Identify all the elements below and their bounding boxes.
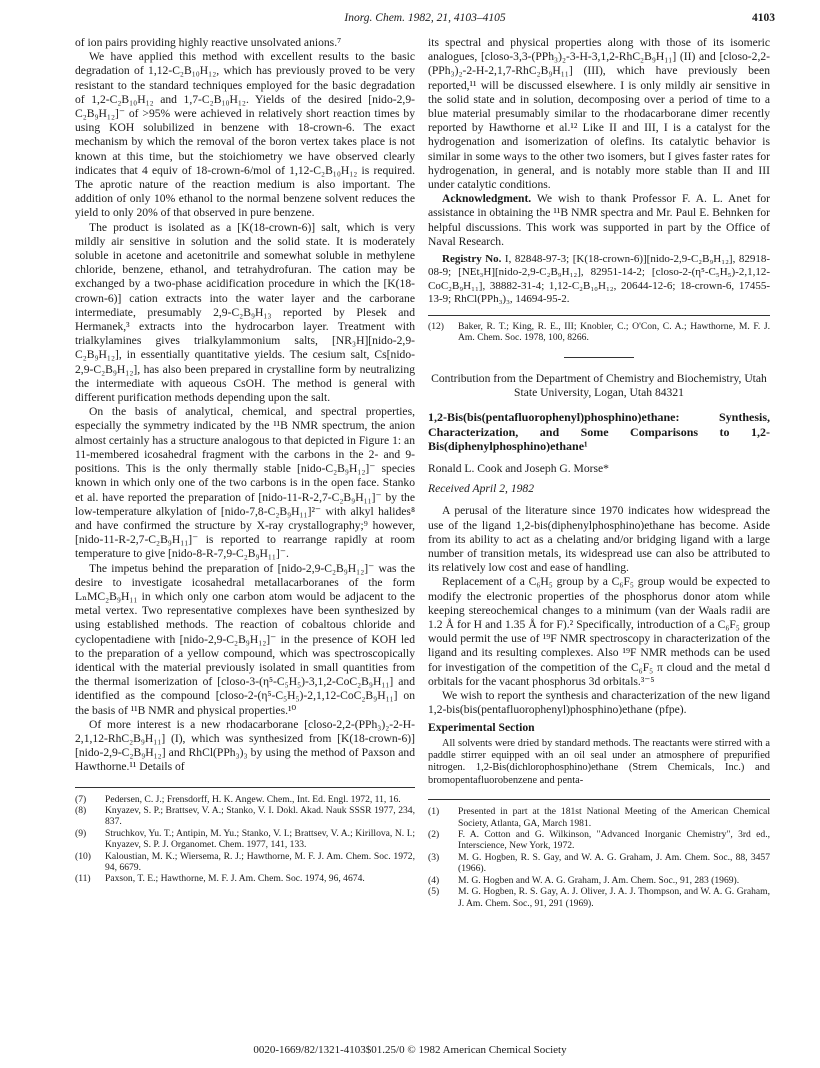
footnote: (4) M. G. Hogben and W. A. G. Graham, J. Am. Chem. Soc., 91, 283 (1969). <box>428 874 740 886</box>
article-separator <box>564 357 634 358</box>
article-title: 1,2-Bis(bis(pentafluorophenyl)phosphino)ethane: Synthesis, Characterization, and Some Comparisons to 1,2-Bis(diphenylphosphino)ethane¹ <box>428 410 770 454</box>
paragraph: We wish to report the synthesis and characterization of the new ligand 1,2-bis(bis(pentafluorophenyl)phosphino)ethane (pfpe). <box>428 689 770 717</box>
paragraph: All solvents were dried by standard methods. The reactants were stirred with a paddle stirrer equipped with an oil seal under an atmosphere of prepurified nitrogen. 1,2-Bis(dichlorophosphino)ethane (Strem Chemicals, Inc.) and bromopentafluorobenzene and penta- <box>428 737 770 786</box>
contribution-affiliation: Contribution from the Department of Chemistry and Biochemistry, Utah State University, Logan, Utah 84321 <box>431 372 767 400</box>
footnote: (10) Kaloustian, M. K.; Wiersema, R. J.; Hawthorne, M. F. J. Am. Chem. Soc. 1972, 94, 6679. <box>75 850 415 873</box>
footnotes-right-top <box>428 321 770 344</box>
page-number: 4103 <box>752 12 775 24</box>
footnote: (12) Baker, R. T.; King, R. E., III; Knobler, C.; O'Con, C. A.; Hawthorne, M. F. J. Am. Chem. Soc. 1978, 100, 8266. <box>428 320 770 344</box>
footnote: (8) Knyazev, S. P.; Brattsev, V. A.; Stanko, V. I. Dokl. Akad. Nauk SSSR 1977, 234, 837. <box>75 804 415 828</box>
footnotes-left <box>75 794 415 885</box>
running-head <box>75 12 775 28</box>
paragraph: Replacement of a C₆H₅ group by a C₆F₅ group would be expected to modify the electronic properties of the phosphorus donor atom while keeping stereochemical changes to a minimum (van der Waals radii are 1.2 Å for H and 1.35 Å for F).² Specifically, introduction of a C₆F₅ group would permit the use of ¹⁹F NMR spectroscopy in characterization of the ligand and its resulting complexes. Also ¹⁹F NMR methods can be used for investigation of the competition of the C₆F₅ π cloud and the metal d orbitals for the vacant phosphorus 3d orbitals.³⁻⁵ <box>428 575 770 688</box>
paragraph: its spectral and physical properties along with those of its isomeric analogues, [closo-3,3-(PPh₃)₂-3-H-3,1,2-RhC₂B₉H₁₁] (II) and [closo-2,2-(PPh₃)₂-2-H-2,1,7-RhC₂B₉H₁₁] (III), which have previously been reported,¹¹ will be discussed elsewhere. I is only mildly air sensitive in the solid state and in solution, decomposing over a period of time to a blue material presumably similar to the rhodacarborane dimer recently reported by Hawthorne et al.¹² Like II and III, I is a catalyst for the hydrogenation and isomerization of olefins. Its catalytic behavior is similar in some ways to the other two isomers, but I gives faster rates for hydrogenation, in general, and is notably more stable than II and III under catalytic conditions. <box>428 36 770 192</box>
left-column <box>75 36 415 984</box>
received-date: Received April 2, 1982 <box>428 482 535 496</box>
footnote: (9) Struchkov, Yu. T.; Antipin, M. Yu.; Stanko, V. I.; Brattsev, V. A.; Kirillova, N. I.; Knyazev, S. P. J. Organomet. Chem. 1977, 141, 133. <box>75 827 415 851</box>
section-heading: Experimental Section <box>428 721 535 735</box>
paragraph: Of more interest is a new rhodacarborane [closo-2,2-(PPh₃)₂-2-H-2,1,12-RhC₂B₉H₁₁] (I), which was synthesized from [K(18-crown-6)][nido-2,9-C₂B₉H₁₂] and RhCl(PPh₃)₃ by using the method of Paxson and Hawthorne.¹¹ Details of <box>75 717 415 774</box>
paragraph: A perusal of the literature since 1970 indicates how widespread the use of the ligand 1,2-bis(diphenylphosphino)ethane has become. Aside from its ability to act as a chelating and/or bridging ligand with a large number of transition metals, its widespread use can also be attributed to its relatively low cost and ease of handling. <box>428 504 770 575</box>
registry-heading: Registry No. <box>442 253 502 266</box>
footnote-divider <box>428 799 770 800</box>
footnote-divider <box>428 315 770 316</box>
paragraph: of ion pairs providing highly reactive unsolvated anions.⁷ <box>75 36 342 49</box>
footnotes-right <box>428 806 770 909</box>
footnote: (7) Pedersen, C. J.; Frensdorff, H. K. Angew. Chem., Int. Ed. Engl. 1972, 11, 16. <box>75 793 401 805</box>
right-column <box>428 36 770 984</box>
page-footer: 0020-1669/82/1321-4103$01.25/0 © 1982 American Chemical Society <box>253 1044 567 1056</box>
footnote: (3) M. G. Hogben, R. S. Gay, and W. A. G. Graham, J. Am. Chem. Soc., 88, 3457 (1966). <box>428 851 770 875</box>
paragraph: The impetus behind the preparation of [nido-2,9-C₂B₉H₁₂]⁻ was the desire to investigate icosahedral metallacarboranes of the form LₙMC₂B₉H₁₁ in which only one carbon atom would be adjacent to the metal vertex. Two representative complexes have been synthesized by using established methods. The reaction of cobaltous chloride and cyclopentadiene with [nido-2,9-C₂B₉H₁₂]⁻ in the presence of KOH led to the preparation of a yellow compound, which was spectroscopically identical with the material previously isolated in small quantities from the thermal isomerization of [closo-3-(η⁵-C₅H₅)-3,1,2-CoC₂B₉H₁₁] and identified as the compound [closo-2-(η⁵-C₅H₅)-2,1,12-CoC₂B₉H₁₁] on the basis of ¹¹B NMR and physical properties.¹⁰ <box>75 561 415 717</box>
paragraph: We have applied this method with excellent results to the basic degradation of 1,12-C₂B₁₀H₁₂, which has previously proved to be very resistant to the standard techniques employed for the basic degradation of 1,2-C₂B₁₀H₁₂ and 1,7-C₂B₁₀H₁₂. Yields of the desired [nido-2,9-C₂B₉H₁₂]⁻ of >95% were achieved in relatively short reaction times by using KOH solubilized in benzene with 18-crown-6. The exact mechanism by which the removal of the boron vertex takes place is not known at this time, but the stoichiometry we have observed clearly indicates that 4 equiv of 18-crown-6/mol of 1,12-C₂B₁₀H₁₂ is required. The aprotic nature of the reaction medium is also important. The addition of only 10% ethanol to the normal benzene solvent reduces the yield to only 20% of that observed in pure benzene. <box>75 50 415 220</box>
acknowledgment-heading: Acknowledgment. <box>442 192 532 206</box>
journal-citation: Inorg. Chem. 1982, 21, 4103–4105 <box>344 12 506 24</box>
acknowledgment: Acknowledgment. We wish to thank Professor F. A. L. Anet for assistance in obtaining the ¹¹B NMR spectra and Mr. Paul E. Behnken for helpful discussions. This work was supported in part by the Office of Naval Research. <box>428 192 770 248</box>
registry-numbers: Registry No. I, 82848-97-3; [K(18-crown-6)][nido-2,9-C₂B₉H₁₂], 82918-08-9; [NEt₃H][nido-2,9-C₂B₉H₁₂], 82951-14-2; [closo-2-(η⁵-C₅H₅)-2,1,12-CoC₂B₉H₁₁], 38882-31-4; 1,12-C₂B₁₀H₁₂, 20644-12-6; 18-crown-6, 17455-13-9; RhCl(PPh₃)₃, 14694-95-2. <box>428 253 770 306</box>
footnote: (2) F. A. Cotton and G. Wilkinson, "Advanced Inorganic Chemistry", 3rd ed., Interscience, New York, 1972. <box>428 829 770 852</box>
footnote: (5) M. G. Hogben, R. S. Gay, A. J. Oliver, J. A. J. Thompson, and W. A. G. Graham, J. Am. Chem. Soc., 91, 291 (1969). <box>428 886 770 909</box>
footnote: (1) Presented in part at the 181st National Meeting of the American Chemical Society, Atlanta, GA, March 1981. <box>428 806 770 829</box>
paragraph: The product is isolated as a [K(18-crown-6)] salt, which is very mildly air sensitive in solution and the solid state. It is moderately soluble in acetone and acetonitrile and somewhat soluble in methylene chloride, benzene, ethanol, and tetrahydrofuran. The cation may be exchanged by a two-phase acidification procedure in which the [K(18-crown-6)] cation extracts into the water layer and the carborane intermediate, presumably 2,9-C₂B₉H₁₃ reported by Plesek and Hermanek,³ extracts into the hydrocarbon layer. Treatment with trialkylamines gives trialkylammonium salts, [NR₃H][nido-2,9-C₂B₉H₁₂], in essentially quantitative yields. The cesium salt, Cs[nido-2,9-C₂B₉H₁₂], has also been prepared in crystalline form by neutralizing the intermediate with aqueous CsOH. The method is general with different purification methods depending upon the salt. <box>75 220 415 405</box>
paragraph: On the basis of analytical, chemical, and spectral properties, especially the symmetry indicated by the ¹¹B NMR spectrum, the anion almost certainly has a structure analogous to that depicted in Figure 1: an 11-membered icosahedral fragment with the carbons in the 2- and 9-positions. This is the only thermally stable [nido-C₂B₉H₁₂]⁻ species known in which only one of the two carbons is in the open face. Stanko et al. have reported the preparation of [nido-11-R-2,7-C₂B₉H₁₁]⁻ by the low-temperature alkylation of [nido-7,8-C₂B₉H₁₁]²⁻ with alkyl halides⁸ and have confirmed the structure by X-ray crystallography;⁹ however, [nido-11-R-2,7-C₂B₉H₁₁]⁻ is reported to rearrange rapidly at room temperature to give [nido-8-R-7,9-C₂B₉H₁₁]⁻. <box>75 405 415 561</box>
authors: Ronald L. Cook and Joseph G. Morse* <box>428 461 609 475</box>
footnote-divider <box>75 787 415 788</box>
footnote: (11) Paxson, T. E.; Hawthorne, M. F. J. Am. Chem. Soc. 1974, 96, 4674. <box>75 873 365 885</box>
